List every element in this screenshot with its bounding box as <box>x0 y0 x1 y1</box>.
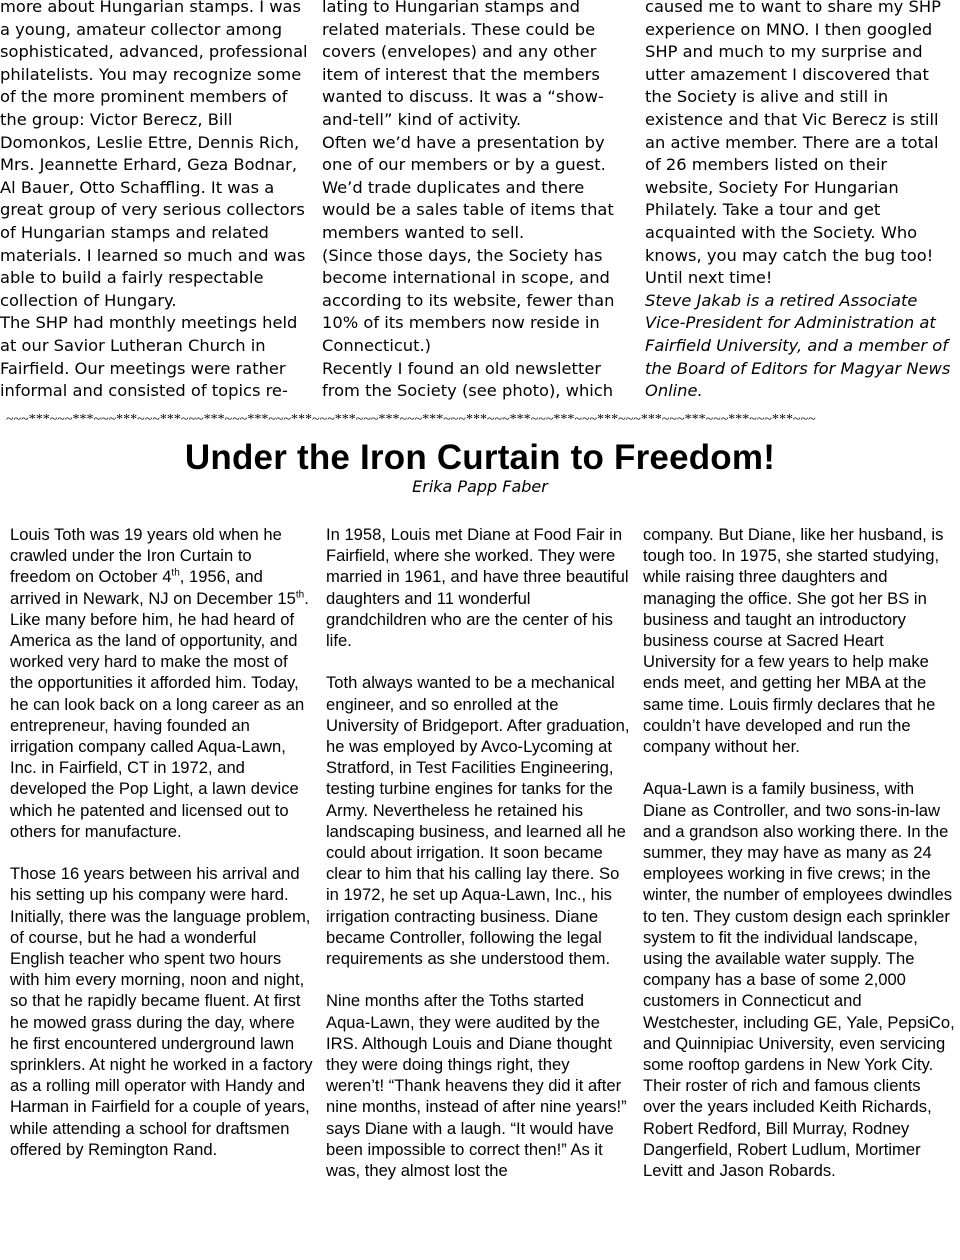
paragraph <box>10 524 315 842</box>
paragraph: The SHP had monthly meetings held at our Savior Lutheran Church in Fairfield. Our meetings were rather informal and consisted of topics re- <box>0 313 298 401</box>
paragraph: In 1958, Louis met Diane at Food Fair in Fairfield, where she worked. They were married in 1961, and have three beautiful daughters and 11 wonderful grandchildren who are the center of his life. <box>326 525 629 651</box>
article-column-3 <box>643 524 955 1181</box>
text-run: . Like many before him, he had heard of America as the land of opportunity, and worked very hard to make the most of the opportunities it afforded him. Today, he can look back on a long career as an entrepreneur, having founded an irrigation company called Aqua-Lawn, Inc. in Fairfield, CT in 1972, and developed the Pop Light, a lawn device which he patented and licensed out to others for manufacture. <box>10 588 309 841</box>
section-divider: ~~~***~~~***~~~***~~~***~~~***~~~***~~~***~~~***~~~***~~~***~~~***~~~***~~~***~~~***~~~***~~~***~~~***~~~***~~~ <box>6 412 816 427</box>
paragraph: Those 16 years between his arrival and his setting up his company were hard. Initially, there was the language problem, of course, but he had a wonderful English teacher who spent two hours with him every morning, noon and night, so that he rapidly became fluent. At first he mowed grass during the day, where he first encountered underground lawn sprinklers. At night he worked in a factory as a rolling mill operator with Handy and Harman in Fairfield for a couple of years, while attending a school for draftsmen offered by Remington Rand. <box>10 864 313 1159</box>
article-author: Erika Papp Faber <box>412 477 548 496</box>
previous-article-column-2 <box>322 0 622 403</box>
author-bio: Steve Jakab is a retired Associate Vice-President for Administration at Fairfield University, and a member of the Board of Editors for Magyar News Online. <box>645 290 951 401</box>
paragraph: Nine months after the Toths started Aqua-Lawn, they were audited by the IRS. Although Louis and Diane thought they were doing things right, they weren’t! “Thank heavens they did it after nine months, instead of after nine years!” says Diane with a laugh. “It would have been impossible to correct then!” As it was, they almost lost the <box>326 991 627 1181</box>
ordinal-suffix: th <box>295 589 305 601</box>
paragraph: (Since those days, the Society has become international in scope, and according to its website, fewer than 10% of its members now reside in Connecticut.) <box>322 245 615 355</box>
paragraph: company. But Diane, like her husband, is tough too. In 1975, she started studying, while raising three daughters and managing the office. She got her BS in business and taught an introductory business course at Sacred Heart University for a few years to help make ends meet, and getting her MBA at the same time. Louis firmly declares that he couldn’t have developed and run the company without her. <box>643 525 944 757</box>
article-column-1 <box>10 524 315 1160</box>
previous-article-column-1 <box>0 0 312 403</box>
paragraph: lating to Hungarian stamps and related materials. These could be covers (envelopes) and any other item of interest that the members wanted to discuss. It was a “show-and-tell” kind of activity. <box>322 0 604 129</box>
paragraph: Toth always wanted to be a mechanical engineer, and so enrolled at the University of Bridgeport. After graduation, he was employed by Avco-Lycoming at Stratford, in Test Facilities Engineering, testing turbine engines for tanks for the Army. Nevertheless he retained his landscaping business, and learned all he could about irrigation. It soon became clear to him that his calling lay there. So in 1972, he set up Aqua-Lawn, Inc., his irrigation contracting business. Diane became Controller, following the legal requirements as she understood them. <box>326 673 630 969</box>
ordinal-suffix: th <box>171 567 180 579</box>
article-title: Under the Iron Curtain to Freedom! <box>184 438 776 477</box>
paragraph: more about Hungarian stamps. I was a young, amateur collector among sophisticated, advanced, professional philatelists. You may recognize some of the more prominent members of the group: Victor Berecz, Bill Domonkos, Leslie Ettre, Dennis Rich, Mrs. Jeannette Erhard, Geza Bodnar, Al Bauer, Otto Schaffling. It was a great group of very serious collectors of Hungarian stamps and related materials. I learned so much and was able to build a fairly respectable collection of Hungary. <box>0 0 308 310</box>
paragraph: caused me to want to share my SHP experience on MNO. I then googled SHP and much to my surprise and utter amazement I discovered that the Society is alive and still in existence and that Vic Berecz is still an active member. There are a total of 26 members listed on their website, Society For Hungarian Philately. Take a tour and get acquainted with the Society. Who knows, you may catch the bug too! <box>645 0 941 265</box>
previous-article-column-3 <box>645 0 957 403</box>
paragraph: Often we’d have a presentation by one of our members or by a guest. We’d trade duplicates and there would be a sales table of items that members wanted to sell. <box>322 132 614 242</box>
article-column-2 <box>326 524 631 1181</box>
paragraph: Aqua-Lawn is a family business, with Diane as Controller, and two sons-in-law and a grandson also working there. In the summer, they may have as many as 24 employees working in five crews; in the winter, the number of employees dwindles to ten. They custom design each sprinkler system to fit the individual landscape, using the available water supply. The company has a base of some 2,000 customers in Connecticut and Westchester, including GE, Yale, PepsiCo, and Quinnipiac University, even servicing some rooftop gardens in New York City. Their roster of rich and famous clients over the years included Keith Richards, Robert Redford, Bill Murray, Rodney Dangerfield, Robert Ludlum, Mortimer Levitt and Jason Robards. <box>643 779 955 1181</box>
paragraph: Recently I found an old newsletter from the Society (see photo), which <box>322 358 614 401</box>
text-run: , 1956, and arrived in Newark, NJ on December 15 <box>10 567 296 608</box>
text-run: Louis Toth was 19 years old when he crawled under the Iron Curtain to freedom on October 4 <box>10 525 282 587</box>
paragraph: Until next time! <box>645 268 773 288</box>
